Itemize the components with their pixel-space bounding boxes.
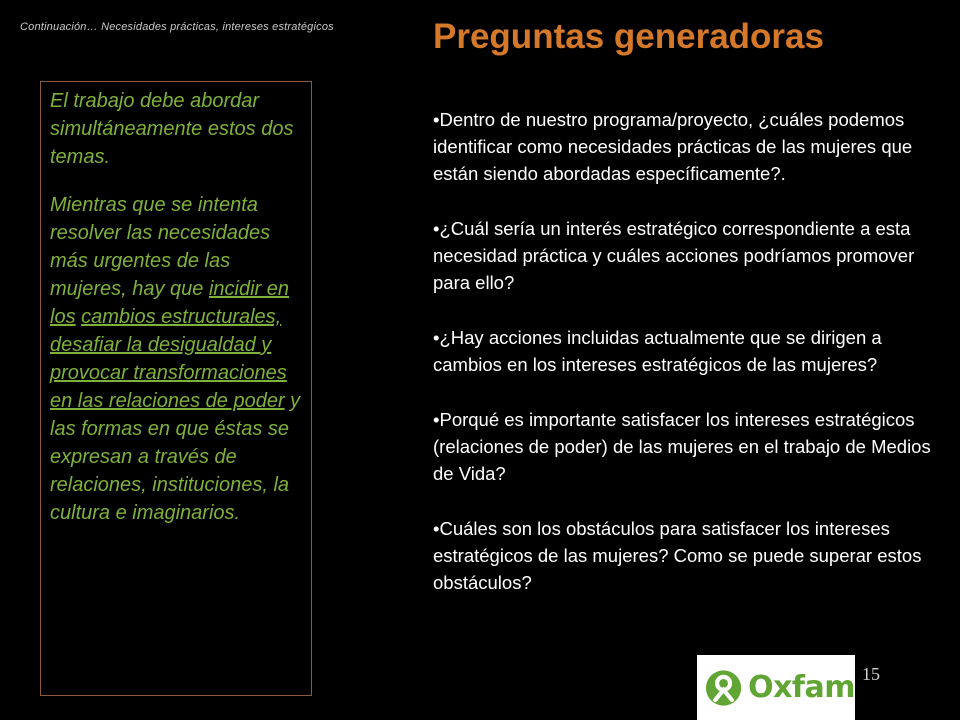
left-paragraph-2-start: Mientras que se intenta resolver las necesidades más urgentes de las mujeres, hay que <box>50 194 271 300</box>
page-number: 15 <box>862 664 880 684</box>
oxfam-logo-icon <box>705 668 742 708</box>
left-paragraph-2 <box>50 191 303 527</box>
slide-title: Preguntas generadoras <box>433 17 824 56</box>
underlined-text-2: cambios estructurales, desafiar la desigualdad y provocar transformaciones en las relaciones de poder <box>50 306 287 412</box>
question-item: •¿Hay acciones incluidas actualmente que se dirigen a cambios en los intereses estratégicos de las mujeres? <box>433 327 882 375</box>
question-item: •Dentro de nuestro programa/proyecto, ¿cuáles podemos identificar como necesidades prácticas de las mujeres que están siendo abordadas específicamente?. <box>433 109 913 184</box>
questions-list <box>433 106 943 624</box>
left-paragraph-2-end: y las formas en que éstas se expresan a través de relaciones, instituciones, la cultura e imaginarios. <box>50 390 301 524</box>
question-item: •¿Cuál sería un interés estratégico correspondiente a esta necesidad práctica y cuáles acciones podríamos promover para ello? <box>433 218 915 293</box>
question-item: •Cuáles son los obstáculos para satisfacer los intereses estratégicos de las mujeres? Como se puede superar estos obstáculos? <box>433 518 922 593</box>
oxfam-logo-text: Oxfam <box>748 670 855 705</box>
left-text-box <box>40 81 312 696</box>
slide-subtitle: Continuación… Necesidades prácticas, intereses estratégicos <box>20 21 334 33</box>
left-paragraph-1: El trabajo debe abordar simultáneamente estos dos temas. <box>50 90 294 168</box>
question-item: •Porqué es importante satisfacer los intereses estratégicos (relaciones de poder) de las mujeres en el trabajo de Medios de Vida? <box>433 409 931 484</box>
underlined-text-1: incidir en los <box>50 278 290 328</box>
oxfam-logo <box>697 655 855 720</box>
